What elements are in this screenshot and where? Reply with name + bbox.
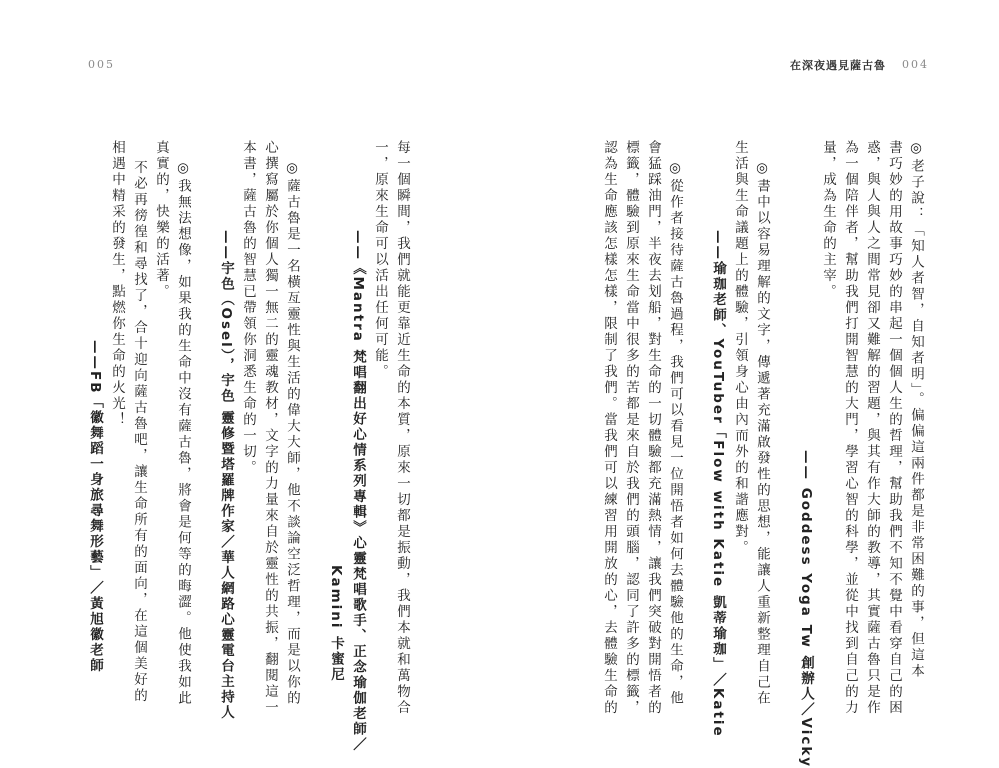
attribution-line: ——宇色（Osel），宇色 靈修暨塔羅牌作家／華人網路心靈電台主持人 (218, 230, 234, 721)
attribution-line: ——《Mantra 梵唱翻出好心情系列專輯》心靈梵唱歌手、正念瑜伽老師／ (350, 230, 366, 753)
text-column: ◎老子說：「知人者智，自知者明」。偏偏這兩件都是非常困難的事，但這本 (908, 140, 924, 680)
text-column: 認為生命應該怎樣怎樣，限制了我們。當我們可以練習用開放的心，去體驗生命的 (601, 140, 617, 716)
text-column: 真實的，快樂的活著。 (153, 140, 169, 300)
text-column: 為一個陪伴者，幫助我們打開智慧的大門，學習心智的科學，並從中找到自己的力 (842, 140, 858, 716)
attribution-line: Kamini 卡蜜尼 (328, 565, 344, 683)
text-column: 心撰寫屬於你個人獨一無二的靈魂教材，文字的力量來自於靈性的共振，翻閱這一 (262, 140, 278, 716)
text-column: 會猛踩油門，半夜去划船，對生命的一切體驗都充滿熱情，讓我們突破對開悟者的 (645, 140, 661, 716)
text-column: 惑，與人與人之間常見卻又難解的習題，與其有作大師的教導，其實薩古魯只是作 (864, 140, 880, 716)
attribution-line: ——瑜珈老師、YouTuber「Flow with Katie 凱蒂瑜珈」／Katie (710, 230, 726, 738)
text-column: ◎薩古魯是一名橫亙靈性與生活的偉大大師，他不談論空泛哲理，而是以你的 (284, 160, 300, 707)
text-column: 一，原來生命可以活出任何可能。 (372, 140, 388, 380)
text-column: 標籤，體驗到原來生命當中很多的苦都是來自於我們的頭腦，認同了許多的標籤， (623, 140, 639, 716)
attribution-line: —— Goddess Yoga Tw 創辦人／Vicky (798, 450, 814, 768)
running-title: 在深夜遇見薩古魯 (790, 59, 886, 72)
text-column: 量，成為生命的主宰。 (820, 140, 836, 300)
text-column: ◎書中以容易理解的文字，傳遞著充滿啟發性的思想，能讓人重新整理自己在 (754, 160, 770, 707)
left-page-number: 005 (88, 58, 115, 71)
text-column: ◎我無法想像，如果我的生命中沒有薩古魯，將會是何等的晦澀。他使我如此 (175, 160, 191, 707)
text-column: 生活與生命議題上的體驗，引領身心由內而外的和諧應對。 (732, 140, 748, 556)
right-page-number: 004 (902, 58, 929, 71)
text-column: ◎從作者接待薩古魯過程，我們可以看見一位開悟者如何去體驗他的生命，他 (667, 160, 683, 707)
text-column: 每一個瞬間，我們就能更靠近生命的本質，原來一切都是振動，我們本就和萬物合 (394, 140, 410, 716)
attribution-line: ——FB「徽舞蹈一身旅尋舞形藝」／黃旭徽老師 (87, 340, 103, 674)
text-column: 不必再徬徨和尋找了，合十迎向薩古魯吧，讓生命所有的面向，在這個美好的 (131, 160, 147, 704)
text-column: 書巧妙的用故事巧妙的串起一個個人生的哲理，幫助我們不知不覺中看穿自己的困 (886, 140, 902, 716)
text-column: 本書，薩古魯的智慧已帶領你洞悉生命的一切。 (240, 140, 256, 476)
text-column: 相遇中精采的發生，點燃你生命的火光！ (109, 140, 125, 428)
